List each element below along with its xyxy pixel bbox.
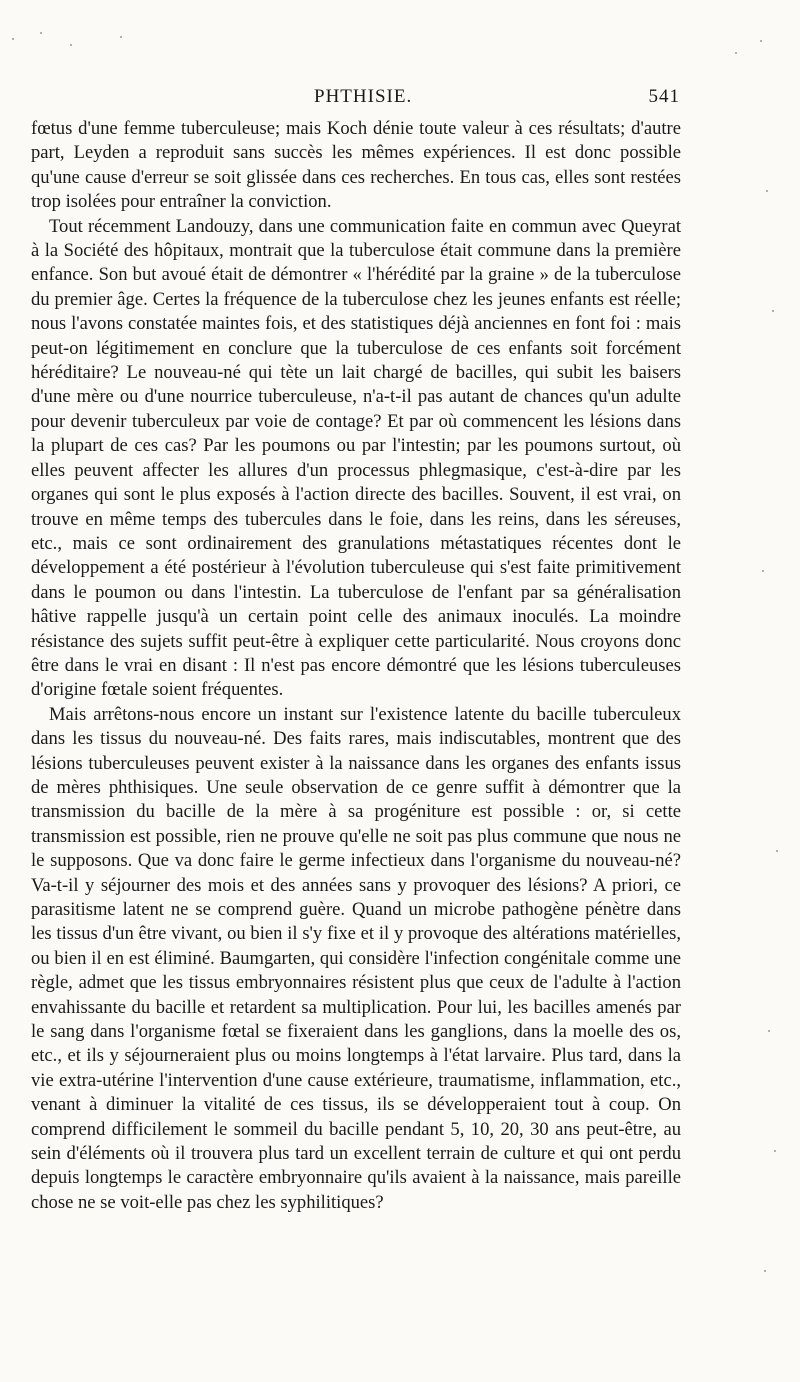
paragraph: Tout récemment Landouzy, dans une communication faite en commun avec Queyrat à la Société des hôpitaux, montrait que la tuberculose était commune dans la première enfance. Son but avoué était de démontrer « l'hérédité par la graine » de la tuberculose du premier âge. Certes la fréquence de la tuberculose chez les jeunes enfants est réelle; nous l'avons constatée maintes fois, et des statistiques déjà anciennes en font foi : mais peut-on légitimement en conclure que la tuberculose de ces enfants soit forcément héréditaire? Le nouveau-né qui tète un lait chargé de bacilles, qui subit les baisers d'une mère ou d'une nourrice tuberculeuse, n'a-t-il pas autant de chances qu'un adulte pour devenir tuberculeux par voie de contage? Et par où commencent les lésions dans la plupart de ces cas? Par les poumons ou par l'intestin; par les poumons surtout, où elles peuvent affecter les allures d'un processus phlegmasique, c'est-à-dire par les organes qui sont le plus exposés à l'action directe des bacilles. Souvent, il est vrai, on trouve en même temps des tubercules dans le foie, dans les reins, dans les séreuses, etc., mais ce sont ordinairement des granulations métastatiques récentes dont le développement a été postérieur à l'évolution tuberculeuse qui s'est faite primitivement dans le poumon ou dans l'intestin. La tuberculose de l'enfant par sa généralisation hâtive rappelle jusqu'à un certain point celle des animaux inoculés. La moindre résistance des sujets suffit peut-être à expliquer cette particularité. Nous croyons donc être dans le vrai en disant : Il n'est pas encore démontré que les lésions tuberculeuses d'origine fœtale soient fréquentes. bbox=[31, 215, 681, 701]
page-header bbox=[30, 86, 680, 110]
body-text bbox=[31, 117, 681, 1215]
running-title: PHTHISIE. bbox=[314, 86, 413, 107]
scan-noise bbox=[0, 30, 800, 70]
paragraph: fœtus d'une femme tuberculeuse; mais Koch dénie toute valeur à ces résultats; d'autre part, Leyden a reproduit sans succès les mêmes expériences. Il est donc possible qu'une cause d'erreur se soit glissée dans ces recherches. En tous cas, elles sont restées trop isolées pour entraîner la conviction. bbox=[31, 118, 681, 213]
paragraph: Mais arrêtons-nous encore un instant sur l'existence latente du bacille tuberculeux dans les tissus du nouveau-né. Des faits rares, mais indiscutables, montrent que des lésions tuberculeuses peuvent exister à la naissance dans les organes des enfants issus de mères phthisiques. Une seule observation de ce genre suffit à démontrer que la transmission du bacille de la mère à sa progéniture est possible : or, si cette transmission est possible, rien ne prouve qu'elle ne soit pas plus commune que nous ne le supposons. Que va donc faire le germe infectieux dans l'organisme du nouveau-né? Va-t-il y séjourner des mois et des années sans y provoquer des lésions? A priori, ce parasitisme latent ne se comprend guère. Quand un microbe pathogène pénètre dans les tissus d'un être vivant, ou bien il s'y fixe et il y provoque des altérations matérielles, ou bien il en est éliminé. Baumgarten, qui considère l'infection congénitale comme une règle, admet que les tissus embryonnaires résistent plus que ceux de l'adulte à l'action envahissante du bacille et retardent sa multiplication. Pour lui, les bacilles amenés par le sang dans l'organisme fœtal se fixeraient dans les ganglions, dans la moelle des os, etc., et ils y séjourneraient plus ou moins longtemps à l'état larvaire. Plus tard, dans la vie extra-utérine l'intervention d'une cause extérieure, traumatisme, inflammation, etc., venant à diminuer la vitalité de ces tissus, ils se développeraient tout à coup. On comprend difficilement le sommeil du bacille pendant 5, 10, 20, 30 ans peut-être, au sein d'éléments où il trouvera plus tard un excellent terrain de culture et qui ont perdu depuis longtemps le caractère embryonnaire qu'ils avaient à la naissance, mais pareille chose ne se voit-elle pas chez les syphilitiques? bbox=[31, 703, 681, 1213]
page-number: 541 bbox=[648, 86, 680, 107]
margin-noise bbox=[758, 150, 788, 1300]
